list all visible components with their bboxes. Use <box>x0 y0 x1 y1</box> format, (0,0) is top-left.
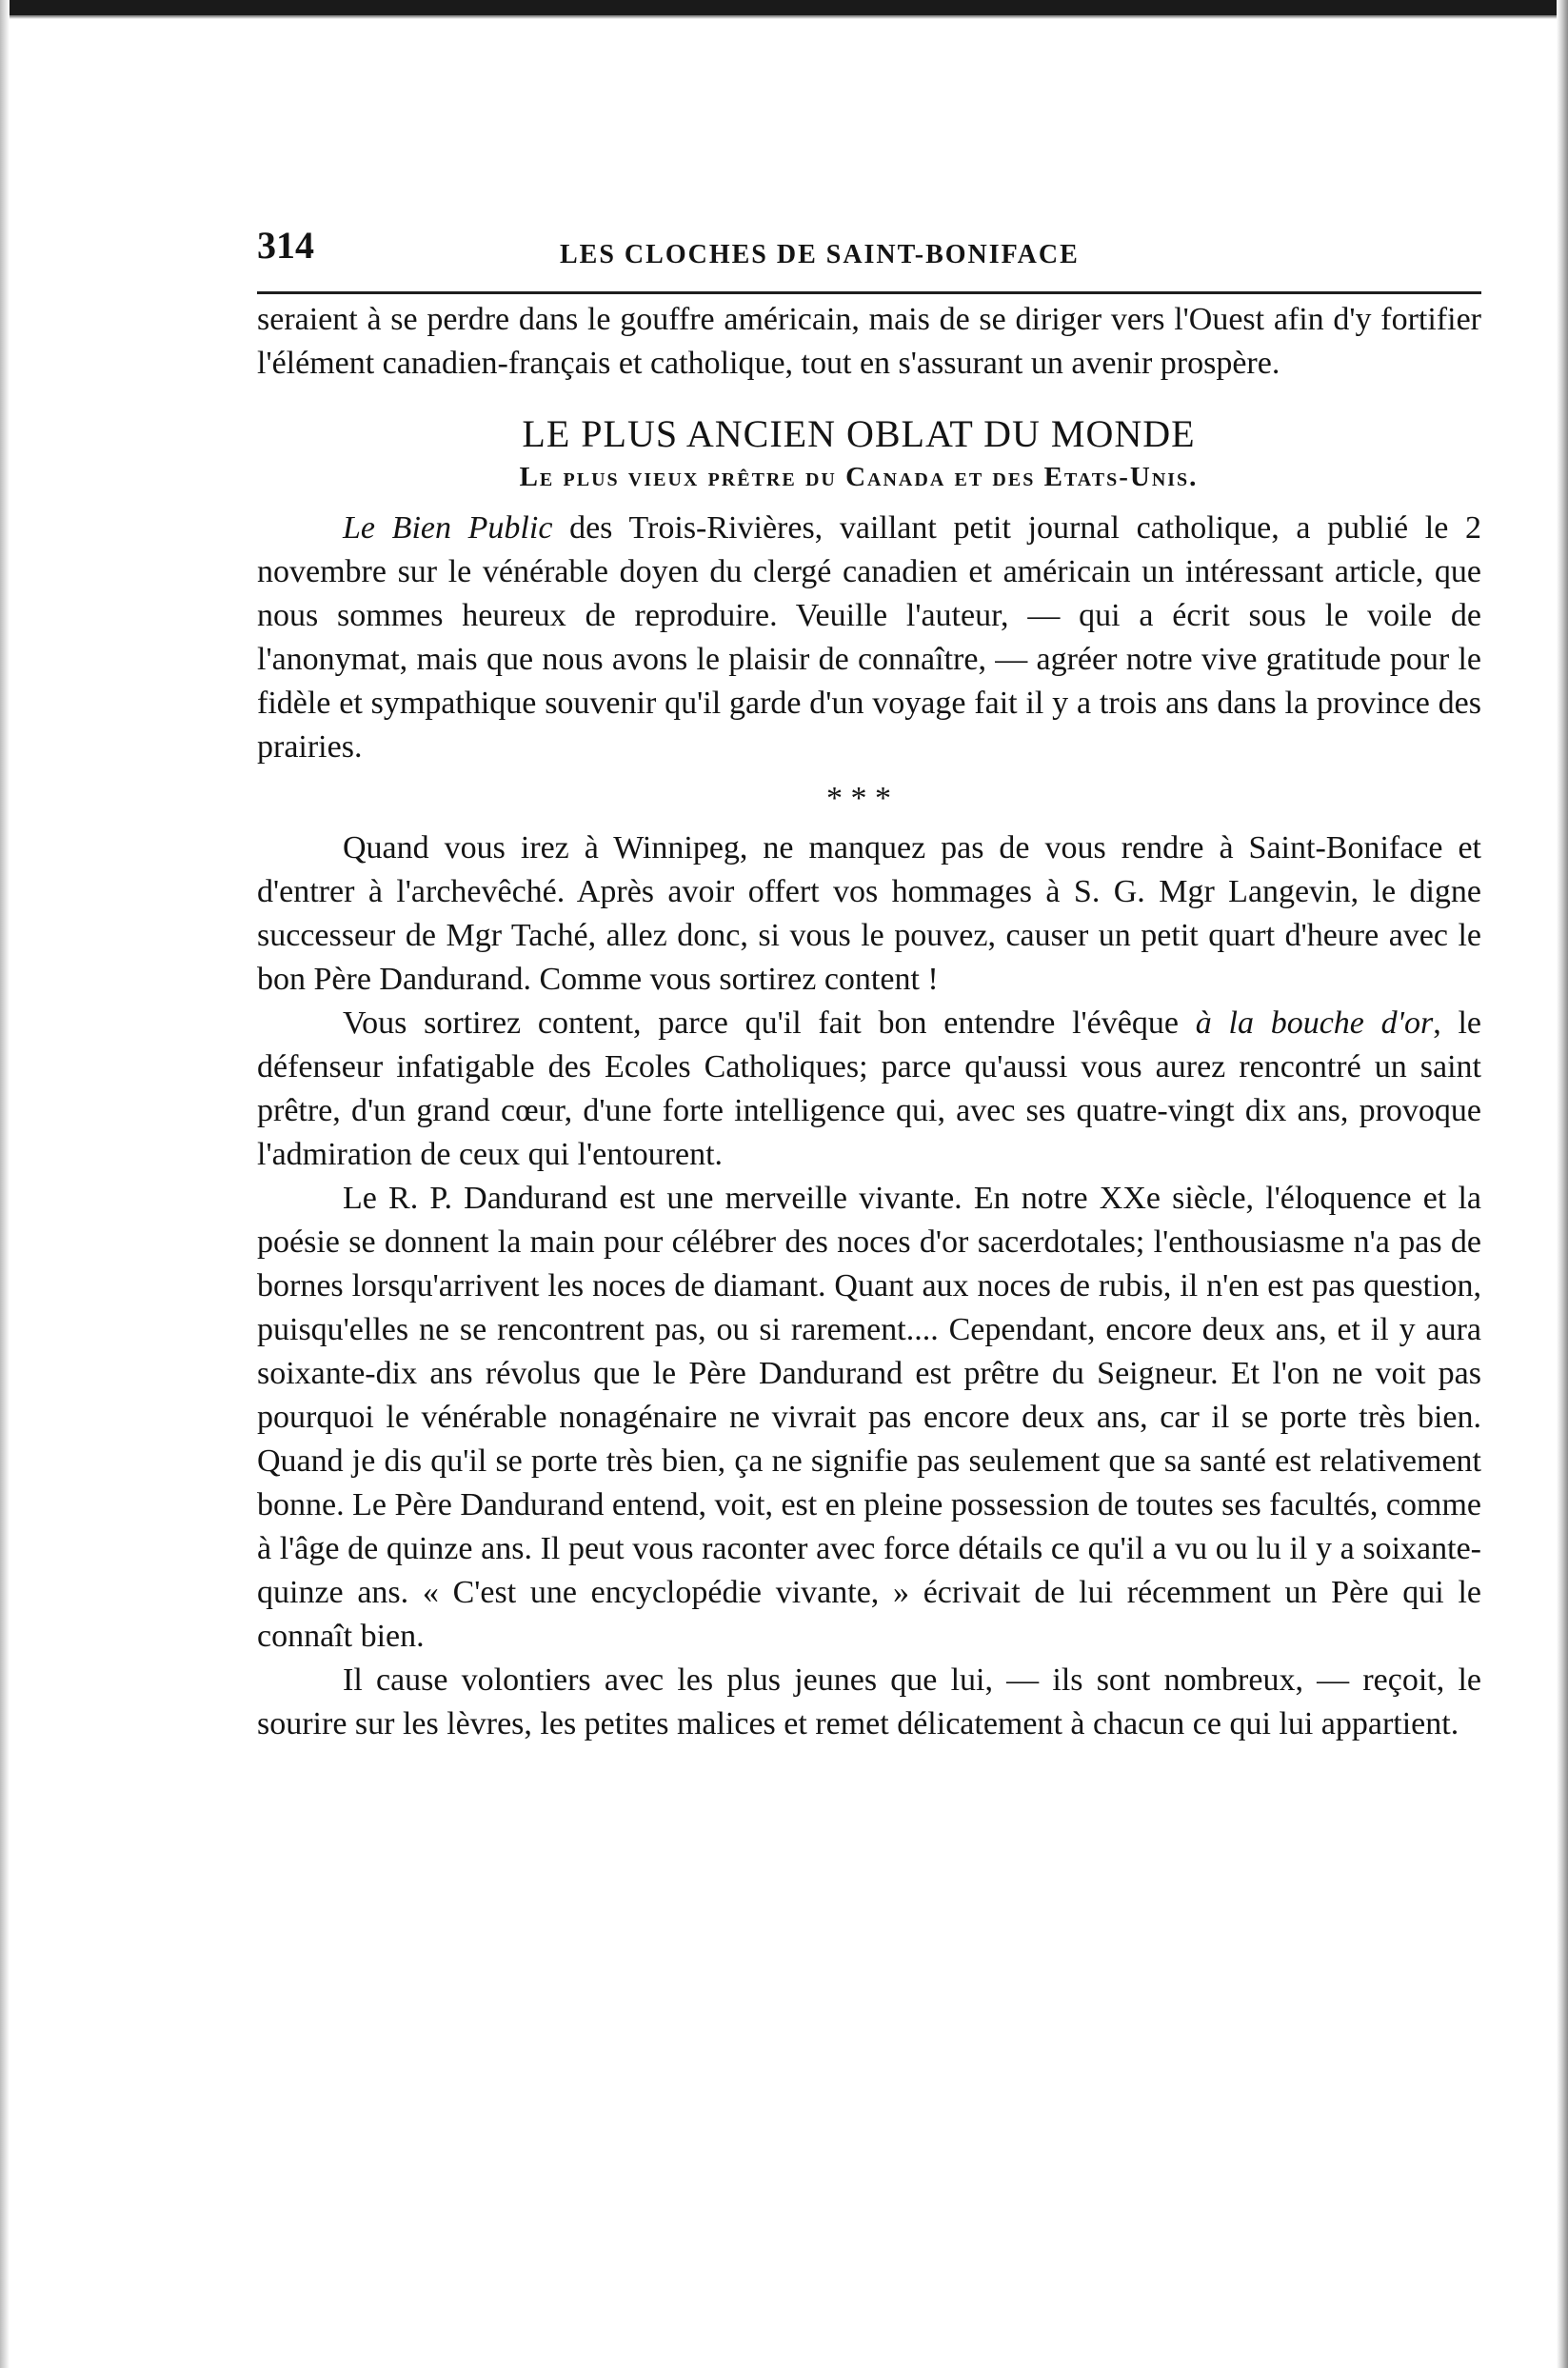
paragraph-introduction <box>257 507 1481 769</box>
paragraph-winnipeg: Quand vous irez à Winnipeg, ne manquez pas de vous rendre à Saint-Boniface et d'entrer à l'archevêché. Après avoir offert vos hommages à S. G. Mgr Langevin, le digne successeur de Mgr Taché, allez donc, si vous le pouvez, causer un petit quart d'heure avec le bon Père Dandurand. Comme vous sortirez content ! <box>257 830 1481 997</box>
paragraph-continuation: seraient à se perdre dans le gouffre américain, mais de se diriger vers l'Ouest afin d'y fortifier l'élément canadien-français et catholique, tout en s'assurant un avenir prospère. <box>257 302 1481 381</box>
paragraph-sortirez-content <box>257 1002 1481 1177</box>
scan-top-border <box>0 0 1568 15</box>
scan-left-edge <box>0 0 10 2368</box>
paragraph-merveille-vivante: Le R. P. Dandurand est une merveille vivante. En notre XXe siècle, l'éloquence et la poésie se donnent la main pour célébrer des noces d'or sacerdotales; l'enthousiasme n'a pas de bornes lorsqu'arrivent les noces de diamant. Quant aux noces de rubis, il n'en est pas question, puisqu'elles ne se rencontrent pas, ou si rarement.... Cependant, encore deux ans, et il y aura soixante-dix ans révolus que le Père Dandurand est prêtre du Seigneur. Et l'on ne voit pas pourquoi le vénérable nonagénaire ne vivrait pas encore deux ans, car il se porte très bien. Quand je dis qu'il se porte très bien, ça ne signifie pas seulement que sa santé est relativement bonne. Le Père Dandurand entend, voit, est en pleine possession de toutes ses facultés, comme à l'âge de quinze ans. Il peut vous raconter avec force détails ce qu'il a vu ou lu il y a soixante-quinze ans. « C'est une encyclopédie vivante, » écrivait de lui récemment un Père qui le connaît bien. <box>257 1181 1481 1654</box>
running-head <box>236 219 1481 276</box>
header-rule <box>257 291 1481 294</box>
paragraph-introduction-text: des Trois-Rivières, vaillant petit journal catholique, a publié le 2 novembre sur le vénérable doyen du clergé canadien et américain un intéressant article, que nous sommes heureux de reproduire. Veuille l'auteur, — qui a écrit sous le voile de l'anonymat, mais que nous avons le plaisir de connaître, — agréer notre vive gratitude pour le fidèle et sympathique souvenir qu'il garde d'un voyage fait il y a trois ans dans la province des prairies. <box>257 510 1482 765</box>
paragraph-cause-volontiers: Il cause volontiers avec les plus jeunes que lui, — ils sont nombreux, — reçoit, le sourire sur les lèvres, les petites malices et remet délicatement à chacun ce qui lui appartient. <box>257 1662 1481 1741</box>
section-heading: LE PLUS ANCIEN OBLAT DU MONDE <box>522 412 1196 455</box>
scan-right-edge <box>1557 0 1568 2368</box>
asterism-divider: * * * <box>826 781 891 816</box>
book-page <box>236 219 1481 1746</box>
paragraph-sortirez-content-part-a: Vous sortirez content, parce qu'il fait bon entendre l'évêque <box>343 1005 1196 1041</box>
scan-top-shadow <box>0 15 1568 19</box>
page-number: 314 <box>257 224 314 267</box>
emphasis-bouche-dor: à la bouche d'or <box>1195 1005 1434 1041</box>
paragraph-sortirez-content-part-b: , le défenseur infatigable des Ecoles Catholiques; parce qu'aussi vous aurez rencontré un saint prêtre, d'un grand cœur, d'une forte intelligence qui, avec ses quatre-vingt dix ans, provoque l'admiration de ceux qui l'entourent. <box>257 1005 1481 1172</box>
newspaper-title: Le Bien Public <box>343 510 553 546</box>
section-subheading: Le plus vieux prêtre du Canada et des Etats-Unis. <box>519 462 1199 492</box>
running-title: LES CLOCHES DE SAINT-BONIFACE <box>560 240 1080 269</box>
